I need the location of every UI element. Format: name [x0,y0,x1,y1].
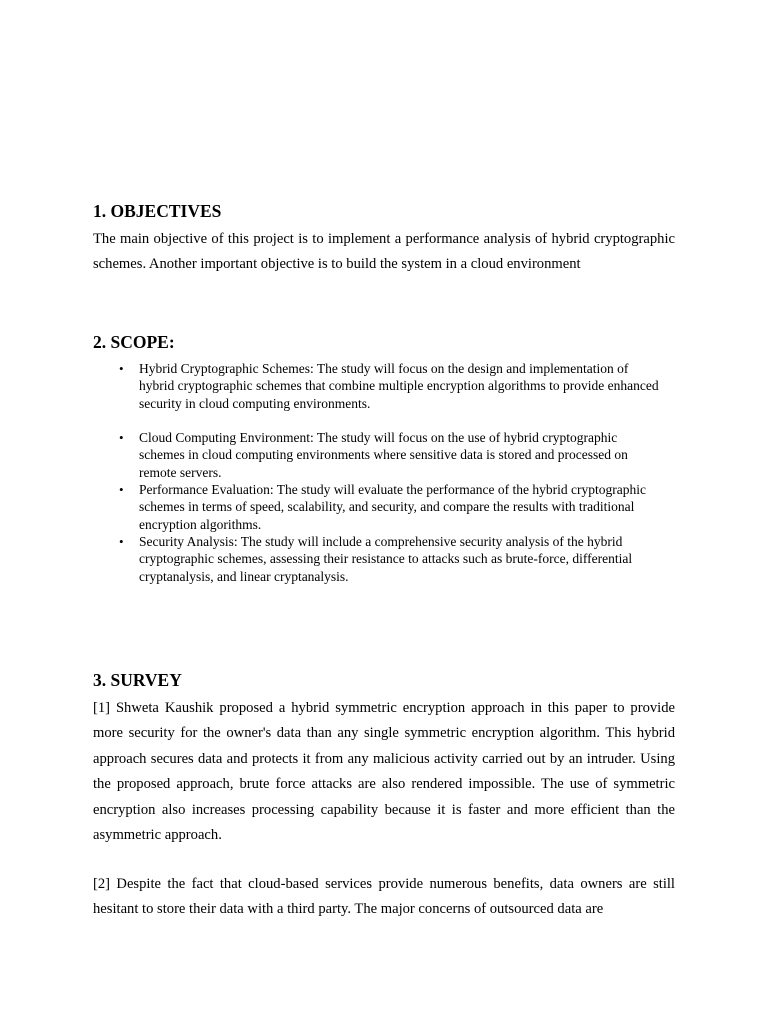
scope-heading: 2. SCOPE: [93,332,175,352]
document-page [93,0,675,1024]
scope-item-security-analysis: Security Analysis: The study will include a comprehensive security analysis of the hybrid cryptographic schemes, assessing their resistance to attacks such as brute-force, differential cryptanalysis, and linear cryptanalysis. [139,534,633,584]
survey-paragraph-2: [2] Despite the fact that cloud-based services provide numerous benefits, data owners are still hesitant to store their data with a third party. The major concerns of outsourced data are [93,876,675,918]
objectives-heading: 1. OBJECTIVES [93,201,222,221]
scope-item-performance-evaluation: Performance Evaluation: The study will evaluate the performance of the hybrid cryptographic schemes in terms of speed, scalability, and security, and compare the results with traditional encryption algorithms. [139,482,646,532]
survey-paragraph-1: [1] Shweta Kaushik proposed a hybrid symmetric encryption approach in this paper to provide more security for the owner's data than any single symmetric encryption algorithm. This hybrid approach secures data and protects it from any malicious activity carried out by an intruder. Using the proposed approach, brute force attacks are also rendered impossible. The use of symmetric encryption also increases processing capability because it is faster and more efficient than the asymmetric approach. [93,700,675,844]
scope-item-hybrid-schemes: Hybrid Cryptographic Schemes: The study will focus on the design and implementation of hybrid cryptographic schemes that combine multiple encryption algorithms to provide enhanced security in cloud computing environments. [139,361,659,411]
survey-heading: 3. SURVEY [93,670,182,690]
bullet-icon: • [119,482,124,497]
bullet-icon: • [119,361,124,376]
bullet-icon: • [119,534,124,549]
scope-item-cloud-environment: Cloud Computing Environment: The study will focus on the use of hybrid cryptographic schemes in cloud computing environments where sensitive data is stored and processed on remote servers. [139,430,628,480]
objectives-paragraph: The main objective of this project is to implement a performance analysis of hybrid cryptographic schemes. Another important objective is to build the system in a cloud environment [93,231,675,273]
bullet-icon: • [119,430,124,445]
